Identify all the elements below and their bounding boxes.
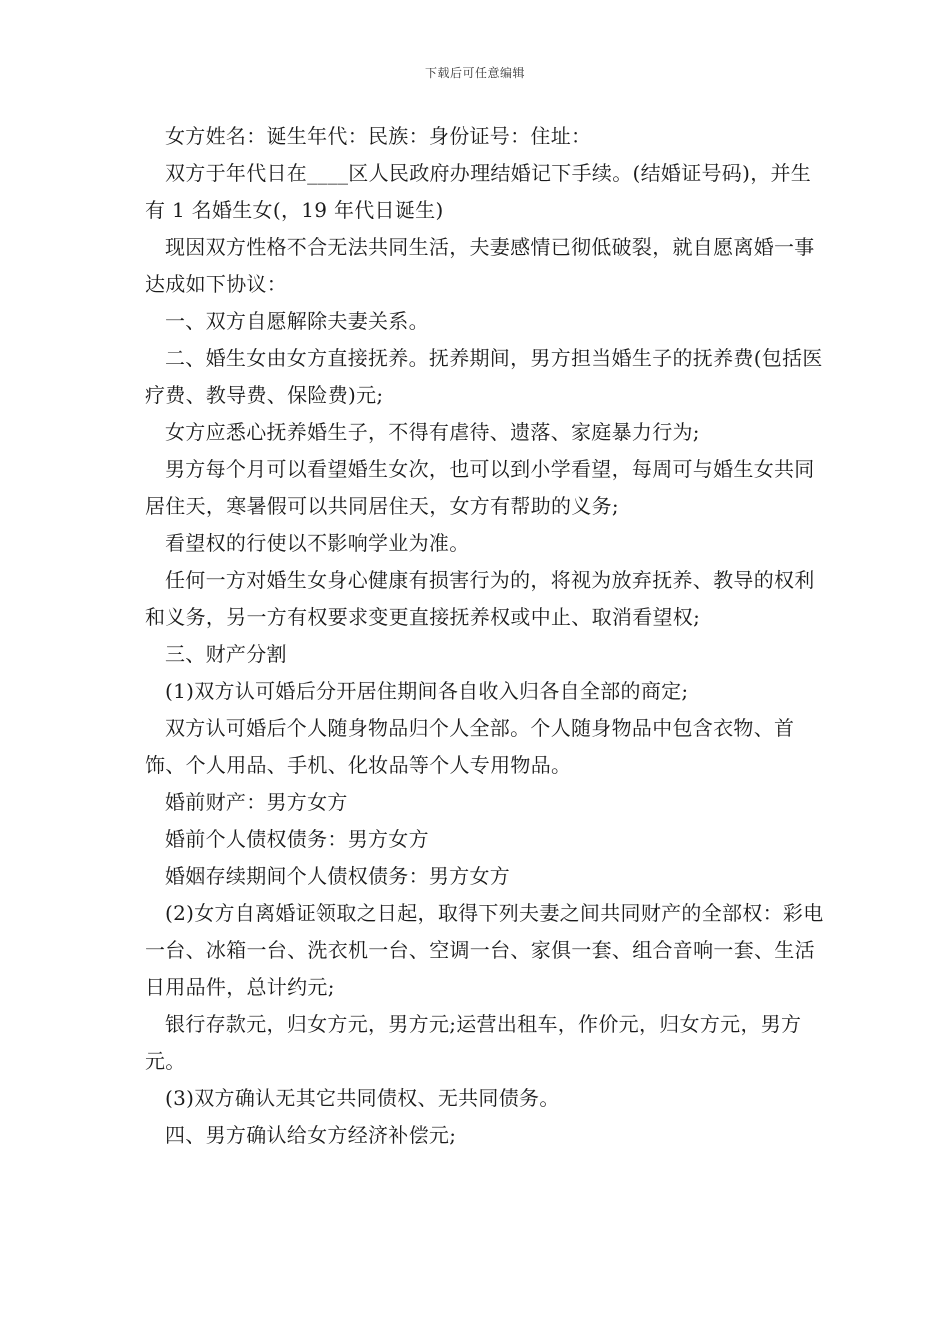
paragraph-clause-4: 四、男方确认给女方经济补偿元;: [165, 1123, 457, 1147]
paragraph-party-info: 女方姓名：诞生年代：民族：身份证号：住址：: [165, 124, 592, 148]
paragraph-custody-duty: 女方应悉心抚养婚生子，不得有虐待、遗落、家庭暴力行为;: [165, 420, 700, 444]
paragraph-marital-debts: 婚姻存续期间个人债权债务：男方女方: [165, 864, 511, 888]
paragraph-marriage-registration: 双方于年代日在____区人民政府办理结婚记下手续。(结婚证号码)，并生有 1 名婚生女(，19 年代日诞生): [145, 161, 812, 222]
paragraph-personal-items: 双方认可婚后个人随身物品归个人全部。个人随身物品中包含衣物、首饰、个人用品、手机、化妆品等个人专用物品。: [145, 716, 795, 777]
paragraph-premarital-property: 婚前财产：男方女方: [165, 790, 348, 814]
paragraph-clause-1: 一、双方自愿解除夫妻关系。: [165, 309, 429, 333]
document-body: [145, 118, 825, 1154]
paragraph-visitation: 男方每个月可以看望婚生女次，也可以到小学看望，每周可与婚生女共同居住天，寒暑假可以共同居住天，女方有帮助的义务;: [145, 457, 815, 518]
paragraph-custody-change: 任何一方对婚生女身心健康有损害行为的，将视为放弃抚养、教导的权利和义务，另一方有权要求变更直接抚养权或中止、取消看望权;: [145, 568, 815, 629]
paragraph-bank-deposit: 银行存款元，归女方元，男方元;运营出租车，作价元，归女方元，男方元。: [145, 1012, 802, 1073]
paragraph-visitation-limit: 看望权的行使以不影响学业为准。: [165, 531, 470, 555]
paragraph-clause-2: 二、婚生女由女方直接抚养。抚养期间，男方担当婚生子的抚养费(包括医疗费、教导费、保险费)元;: [145, 346, 823, 407]
paragraph-property-3: (3)双方确认无其它共同债权、无共同债务。: [165, 1086, 560, 1110]
paragraph-property-1: (1)双方认可婚后分开居住期间各自收入归各自全部的商定;: [165, 679, 689, 703]
paragraph-premarital-debts: 婚前个人债权债务：男方女方: [165, 827, 429, 851]
header-note: 下载后可任意编辑: [424, 66, 525, 80]
paragraph-clause-3: 三、财产分割: [165, 642, 287, 666]
paragraph-property-2: (2)女方自离婚证领取之日起，取得下列夫妻之间共同财产的全部权：彩电一台、冰箱一台、洗衣机一台、空调一台、家俱一套、组合音响一套、生活日用品件，总计约元;: [145, 901, 824, 999]
paragraph-reason: 现因双方性格不合无法共同生活，夫妻感情已彻低破裂，就自愿离婚一事达成如下协议：: [145, 235, 815, 296]
